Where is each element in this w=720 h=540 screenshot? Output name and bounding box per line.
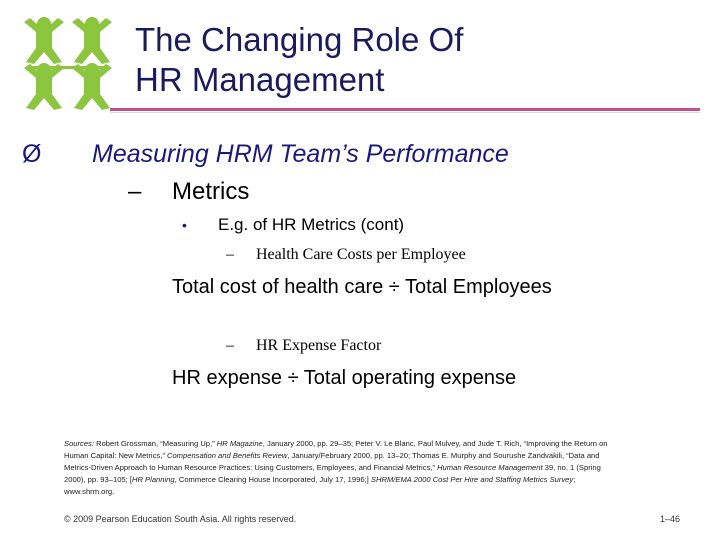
bullet-level-4-expense-text: HR Expense Factor xyxy=(256,337,382,354)
figure-icon xyxy=(24,63,64,110)
figure-icon xyxy=(24,17,64,64)
dot-bullet-icon: • xyxy=(182,217,187,233)
title-divider-shadow xyxy=(110,112,700,113)
dash-bullet-icon: – xyxy=(226,246,234,263)
sources-label: Sources: xyxy=(64,439,94,448)
bullet-level-2-text: Metrics xyxy=(172,178,250,205)
title-divider xyxy=(110,108,700,111)
slide-title xyxy=(135,20,463,100)
dash-bullet-icon: – xyxy=(226,337,234,354)
slide-title-line-1: The Changing Role Of xyxy=(135,21,464,58)
sources-citation: Sources: Robert Grossman, “Measuring Up,” HR Magazine, January 2000, pp. 29–35; Peter V. Le Blanc, Paul Mulvey, and Jude T. Rich, “Improving the Return on Human Capital: New Metrics,” Compensation and Benefits Review, January/February 2000, pp. 13–20; Thomas E. Murphy and Sourushe Zandvakili, “Data and Metrics-Driven Approach to Human Resource Practices: Using Customers, Employees, and Financial Metrics,” Human Resource Management 39, no. 1 (Spring 2000), pp. 93–105; [HR Planning, Commerce Clearing House Incorporated, July 17, 1996;] SHRM/EMA 2000 Cost Per Hire and Staffing Metrics Survey; www.shrm.org. xyxy=(64,439,608,496)
slide-title-line-2: HR Management xyxy=(135,61,385,98)
bullet-level-2 xyxy=(128,178,249,206)
bullet-level-3-text: E.g. of HR Metrics (cont) xyxy=(218,215,405,234)
bullet-level-4-health xyxy=(226,246,466,264)
bullet-level-4-health-text: Health Care Costs per Employee xyxy=(256,246,466,263)
figure-icon xyxy=(72,63,112,110)
dash-bullet-icon: – xyxy=(128,178,142,205)
figure-icon xyxy=(72,17,112,64)
bullet-level-1 xyxy=(22,140,509,169)
bullet-level-3 xyxy=(182,215,404,235)
company-logo-icon xyxy=(22,14,132,110)
copyright-footer: © 2009 Pearson Education South Asia. All rights reserved. xyxy=(64,514,297,524)
formula-hr-expense: HR expense ÷ Total operating expense xyxy=(172,367,517,389)
bullet-level-1-text: Measuring HRM Team’s Performance xyxy=(92,140,509,168)
page-number: 1–46 xyxy=(660,514,681,524)
arrow-bullet-icon: Ø xyxy=(22,140,42,168)
formula-health-care: Total cost of health care ÷ Total Employees xyxy=(172,276,552,298)
bullet-level-4-expense xyxy=(226,337,381,355)
